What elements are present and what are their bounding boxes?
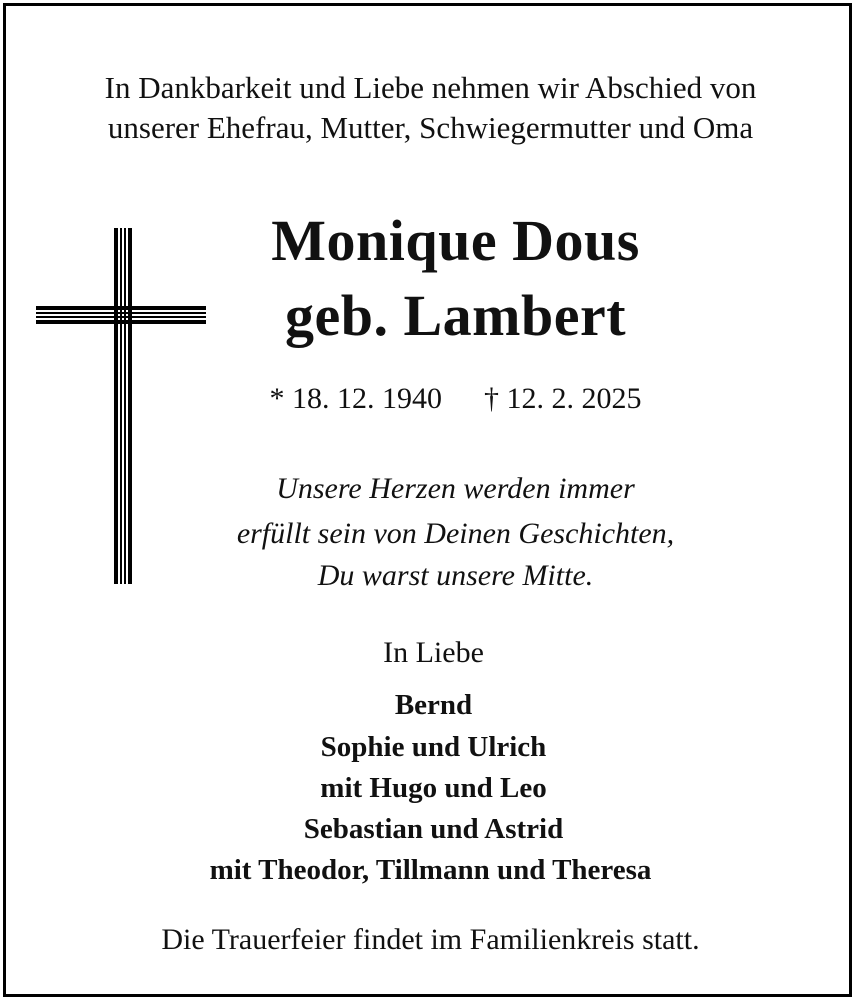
mourner-line: mit Hugo und Leo [320, 772, 547, 804]
quote-line-1: Unsere Herzen werden immer [276, 472, 635, 505]
closing-note: Die Trauerfeier findet im Familienkreis statt. [161, 923, 700, 956]
intro-line-2: unserer Ehefrau, Mutter, Schwiegermutter und Oma [107, 110, 754, 145]
intro-line-1: In Dankbarkeit und Liebe nehmen wir Abschied von [104, 70, 757, 105]
quote-line-2: erfüllt sein von Deinen Geschichten, [236, 517, 675, 550]
mourner-line: Bernd [394, 689, 473, 721]
deceased-name: Monique Dous [271, 208, 640, 273]
death-date: † 12. 2. 2025 [484, 382, 642, 415]
maiden-name: geb. Lambert [284, 283, 627, 348]
love-line: In Liebe [383, 636, 484, 669]
birth-date: * 18. 12. 1940 [269, 382, 442, 415]
mourner-line: Sophie und Ulrich [320, 731, 547, 763]
obituary-notice [3, 3, 852, 997]
mourner-line: mit Theodor, Tillmann und Theresa [209, 854, 652, 886]
mourner-line: Sebastian und Astrid [303, 813, 564, 845]
life-dates [28, 379, 855, 419]
quote-line-3: Du warst unsere Mitte. [317, 559, 594, 592]
